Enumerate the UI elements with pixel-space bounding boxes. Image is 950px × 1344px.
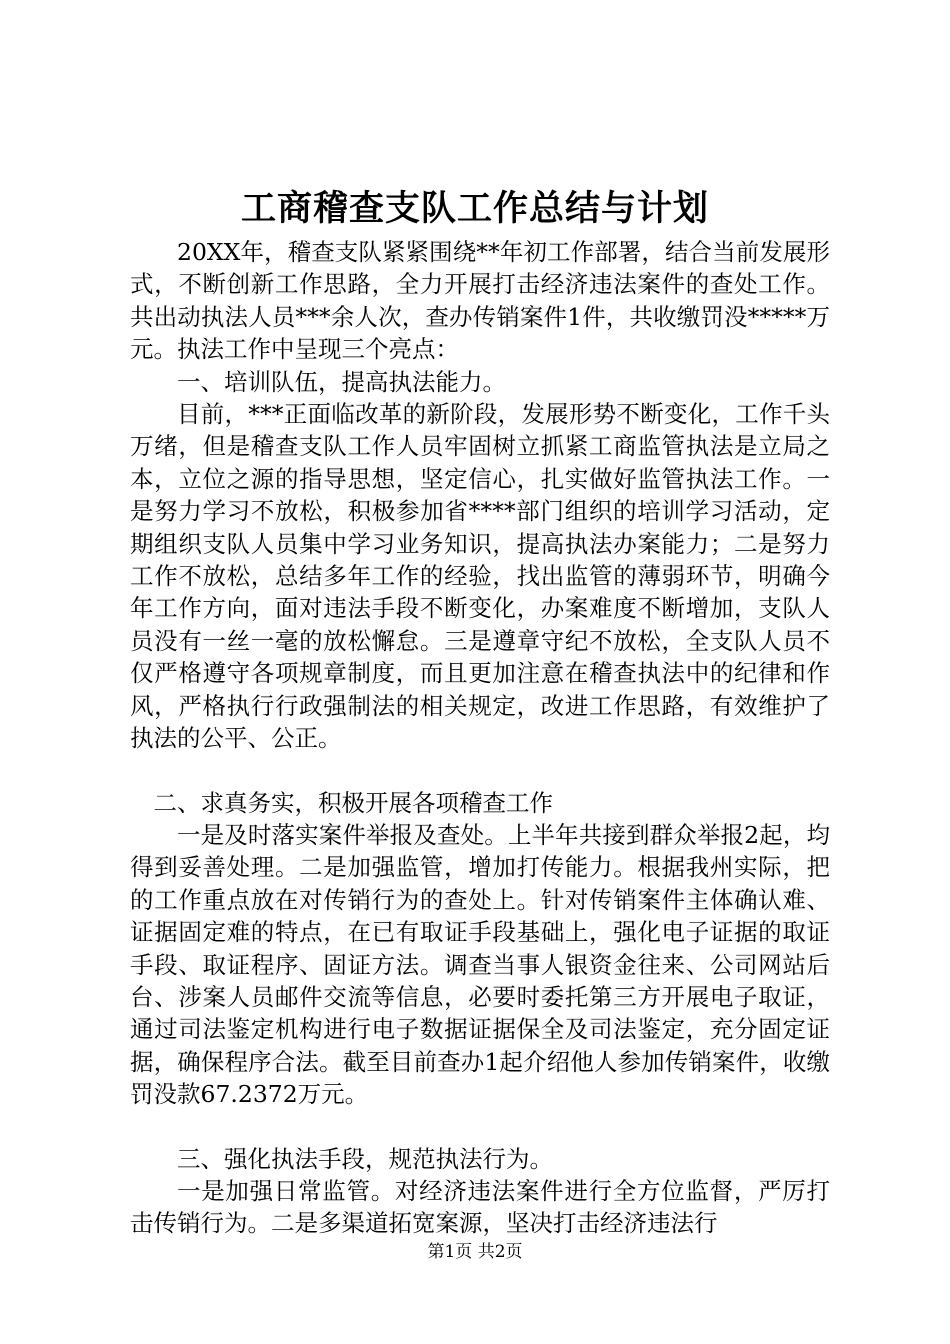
paragraph-spacer xyxy=(130,1111,830,1143)
document-body xyxy=(130,236,830,1240)
page-number-footer: 第1页 共2页 xyxy=(427,1242,523,1262)
section-2-paragraph: 一是及时落实案件举报及查处。上半年共接到群众举报2起，均得到妥善处理。二是加强监管，增加打传能力。根据我州实际，把的工作重点放在对传销行为的查处上。针对传销案件主体确认难、证据固定难的特点，在已有取证手段基础上，强化电子证据的取证手段、取证程序、固证方法。调查当事人银资金往来、公司网站后台、涉案人员邮件交流等信息，必要时委托第三方开展电子取证，通过司法鉴定机构进行电子数据证据保全及司法鉴定，充分固定证据，确保程序合法。截至目前查办1起介绍他人参加传销案件，收缴罚没款67.2372万元。 xyxy=(130,820,830,1109)
paragraph-spacer xyxy=(130,755,830,787)
intro-paragraph: 20XX年，稽查支队紧紧围绕**年初工作部署，结合当前发展形式，不断创新工作思路，全力开展打击经济违法案件的查处工作。共出动执法人员***余人次，查办传销案件1件，共收缴罚没*****万元。执法工作中呈现三个亮点： xyxy=(130,238,830,364)
section-3-paragraph: 一是加强日常监管。对经济违法案件进行全方位监督，严厉打击传销行为。二是多渠道拓宽案源，坚决打击经济违法行 xyxy=(130,1176,830,1238)
section-1-paragraph: 目前，***正面临改革的新阶段，发展形势不断变化，工作千头万绪，但是稽查支队工作人员牢固树立抓紧工商监管执法是立局之本，立位之源的指导思想，坚定信心，扎实做好监管执法工作。一是努力学习不放松，积极参加省****部门组织的培训学习活动，定期组织支队人员集中学习业务知识，提高执法办案能力；二是努力工作不放松，总结多年工作的经验，找出监管的薄弱环节，明确今年工作方向，面对违法手段不断变化，办案难度不断增加，支队人员没有一丝一毫的放松懈怠。三是遵章守纪不放松，全支队人员不仅严格遵守各项规章制度，而且更加注意在稽查执法中的纪律和作风，严格执行行政强制法的相关规定，改进工作思路，有效维护了执法的公平、公正。 xyxy=(130,400,830,753)
document-title: 工商稽查支队工作总结与计划 xyxy=(240,188,709,229)
section-2-heading: 二、求真务实，积极开展各项稽查工作 xyxy=(153,788,553,817)
section-3-heading: 三、强化执法手段，规范执法行为。 xyxy=(177,1144,553,1173)
section-1-heading: 一、培训队伍，提高执法能力。 xyxy=(177,367,506,396)
